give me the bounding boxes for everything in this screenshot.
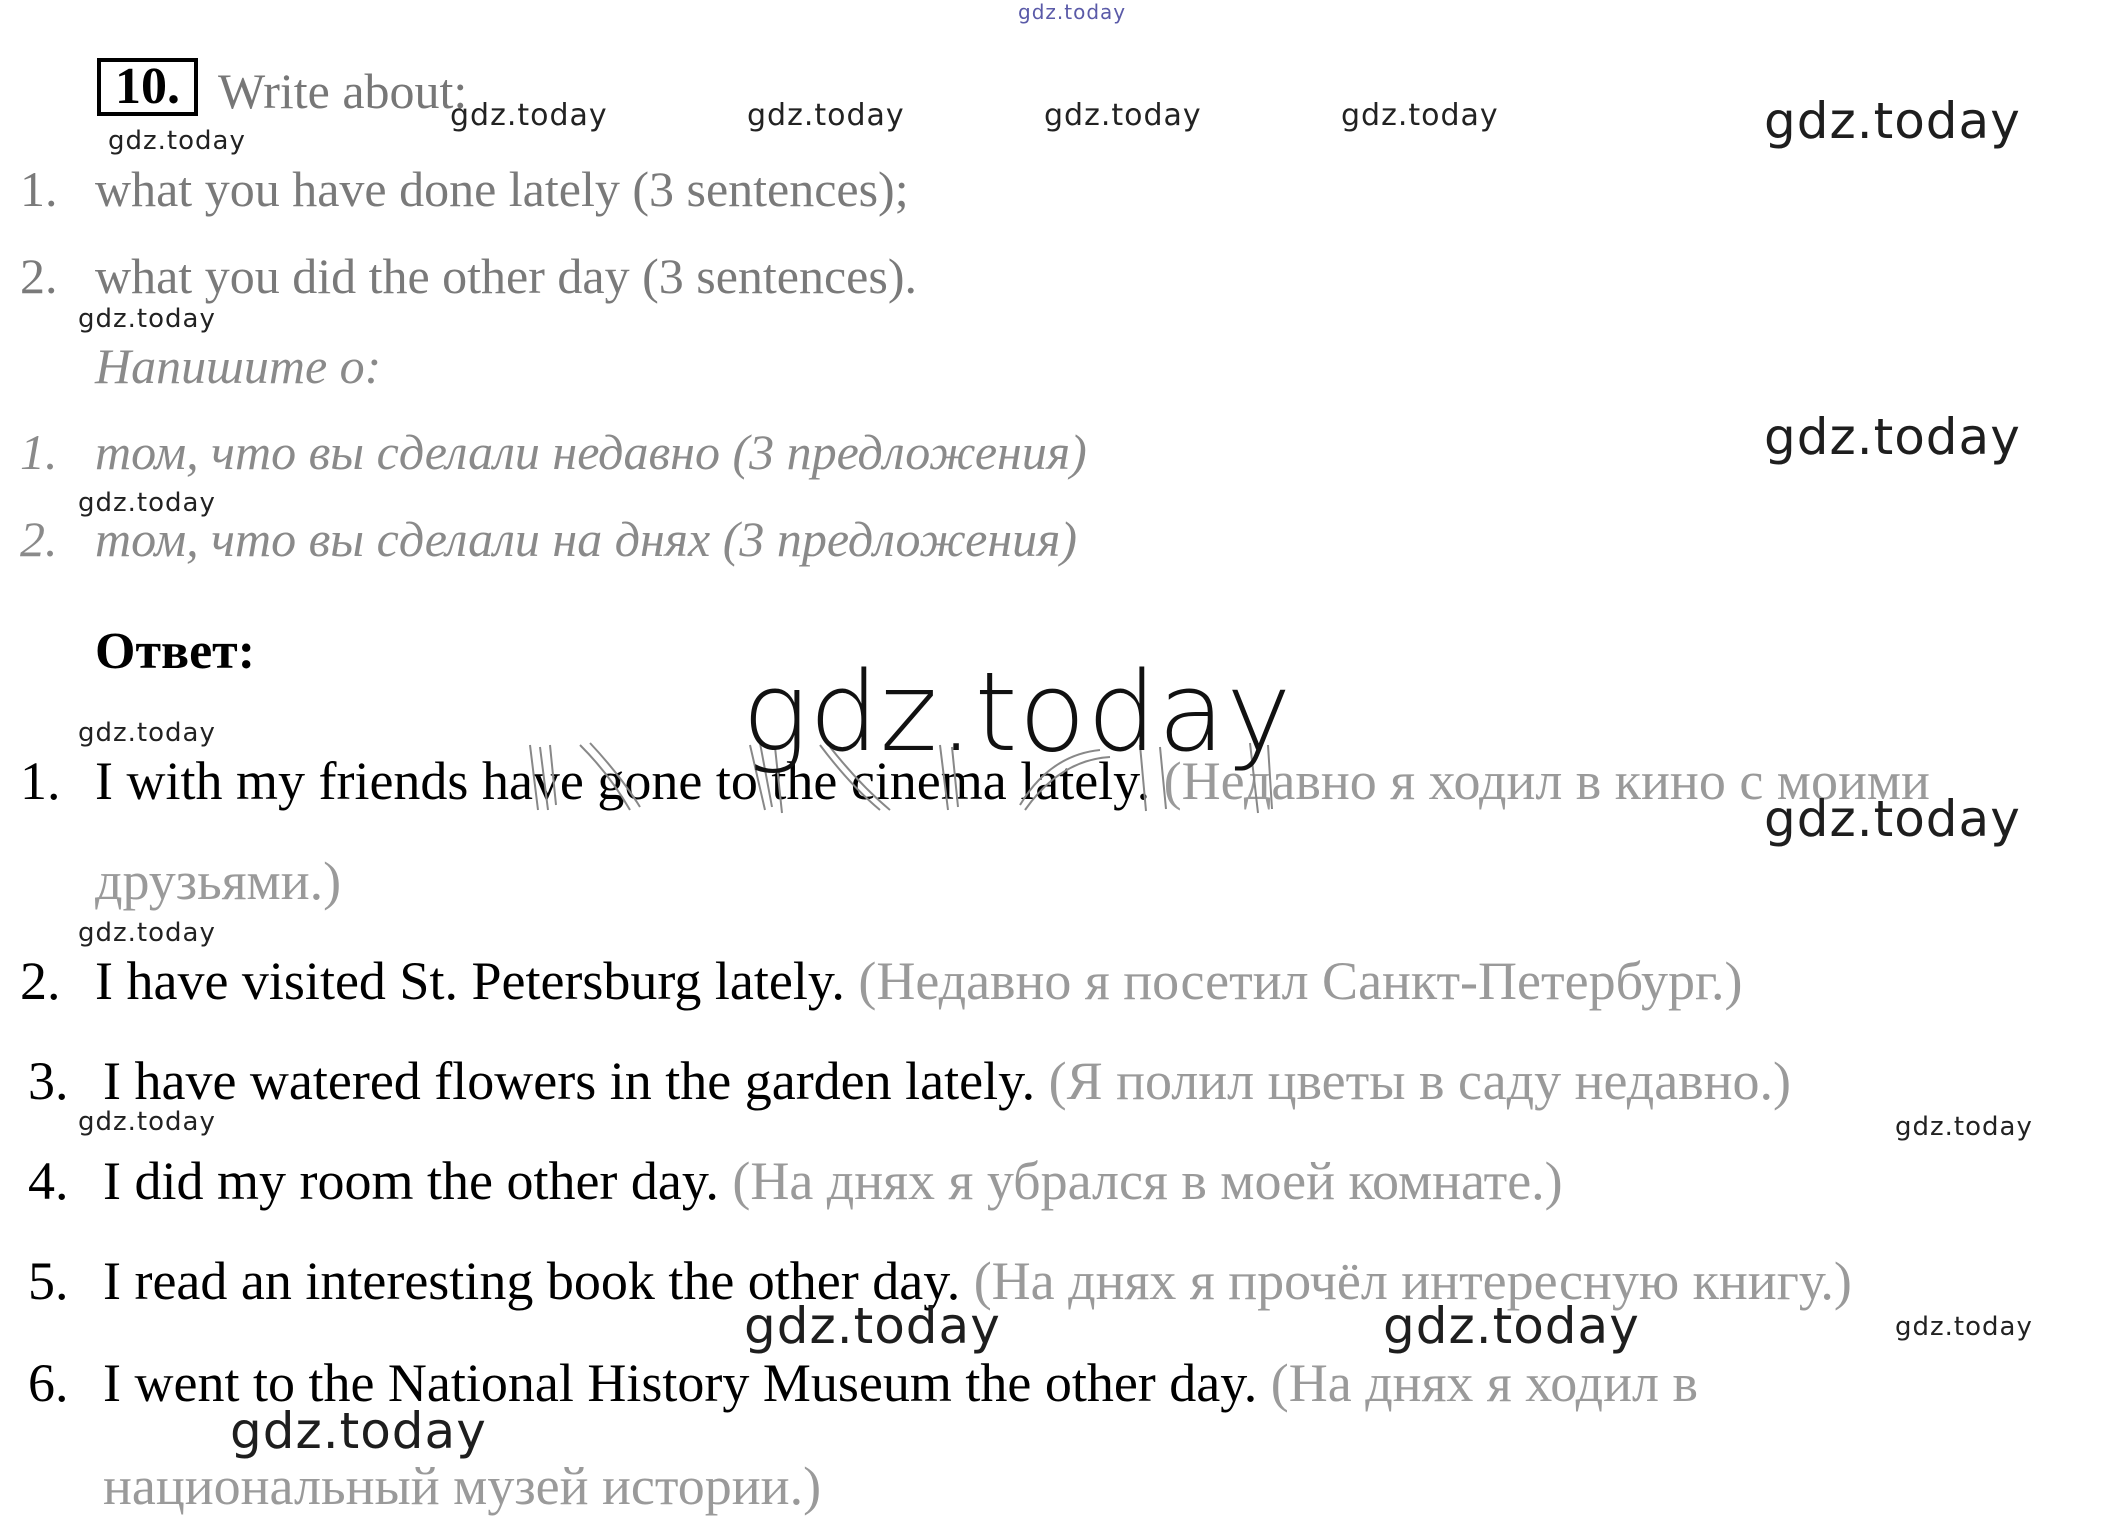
- exercise-title: Write about:: [218, 63, 468, 119]
- watermark: gdz.today: [78, 918, 216, 948]
- answer-item-english: I went to the National History Museum the other day.: [103, 1353, 1258, 1413]
- task-item-number: 1.: [20, 161, 58, 217]
- task-item-text: what you have done lately (3 sentences);: [95, 161, 909, 217]
- answer-item: [28, 1150, 2028, 1214]
- answer-item-number: 1.: [20, 751, 61, 811]
- watermark: gdz.today: [78, 718, 216, 748]
- task-item: [20, 160, 1020, 220]
- task-item-text: what you did the other day (3 sentences).: [95, 248, 917, 304]
- translation-item-number: 2.: [20, 511, 58, 567]
- answer-item-translation: (Я полил цветы в саду недавно.): [1048, 1051, 1792, 1111]
- watermark: gdz.today: [230, 1402, 487, 1460]
- exercise-number: 10.: [97, 58, 198, 116]
- watermark: gdz.today: [1341, 98, 1499, 133]
- watermark: gdz.today: [78, 1107, 216, 1137]
- answer-item-number: 6.: [28, 1353, 69, 1413]
- watermark: gdz.today: [1018, 0, 1127, 24]
- answer-item-translation: (На днях я убрался в моей комнате.): [732, 1151, 1563, 1211]
- answer-item-number: 2.: [20, 951, 61, 1011]
- answer-item: [28, 1250, 2078, 1314]
- answer-item-translation: (На днях я прочёл интересную книгу.): [973, 1251, 1852, 1311]
- answer-item-translation-continued: друзьями.): [95, 851, 342, 911]
- answer-item-translation: (Недавно я посетил Санкт-Петербург.): [858, 951, 1743, 1011]
- watermark: gdz.today: [1895, 1112, 2033, 1142]
- watermark: gdz.today: [747, 98, 905, 133]
- watermark: gdz.today: [1895, 1312, 2033, 1342]
- watermark: gdz.today: [742, 648, 1293, 776]
- translation-item-text: том, что вы сделали на днях (3 предложения): [95, 511, 1078, 567]
- task-item-number: 2.: [20, 248, 58, 304]
- translation-item: [20, 510, 1220, 570]
- answer-item-translation: (На днях я ходил в: [1270, 1353, 1698, 1413]
- answer-item-english: I did my room the other day.: [103, 1151, 719, 1211]
- answer-item-english: I with my friends have gone to the cinema lately.: [95, 751, 1151, 811]
- translation-item-text: том, что вы сделали недавно (3 предложения): [95, 424, 1087, 480]
- watermark: gdz.today: [744, 1297, 1001, 1355]
- translation-item: [20, 423, 1220, 483]
- watermark: gdz.today: [450, 98, 608, 133]
- answer-item-translation: (Недавно я ходил в кино с моими: [1163, 751, 1930, 811]
- answer-item-number: 4.: [28, 1151, 69, 1211]
- answer-item-english: I read an interesting book the other day.: [103, 1251, 961, 1311]
- watermark: gdz.today: [1764, 790, 2021, 848]
- answer-heading: Ответ:: [95, 623, 256, 680]
- watermark: gdz.today: [108, 126, 246, 156]
- watermark: gdz.today: [78, 304, 216, 334]
- watermark: gdz.today: [1764, 408, 2021, 466]
- watermark: gdz.today: [1044, 98, 1202, 133]
- answer-item-number: 5.: [28, 1251, 69, 1311]
- watermark: gdz.today: [1383, 1297, 1640, 1355]
- translation-item-number: 1.: [20, 424, 58, 480]
- watermark: gdz.today: [78, 488, 216, 518]
- answer-item: [28, 1050, 2028, 1114]
- watermark: gdz.today: [1764, 92, 2021, 150]
- answer-item-english: I have watered flowers in the garden lately.: [103, 1051, 1036, 1111]
- task-item: [20, 247, 1020, 307]
- answer-item: [20, 950, 2020, 1014]
- answer-item-english: I have visited St. Petersburg lately.: [95, 951, 845, 1011]
- answer-item-number: 3.: [28, 1051, 69, 1111]
- translation-heading: Напишите о:: [95, 338, 382, 394]
- answer-item-translation-continued: национальный музей истории.): [103, 1456, 822, 1516]
